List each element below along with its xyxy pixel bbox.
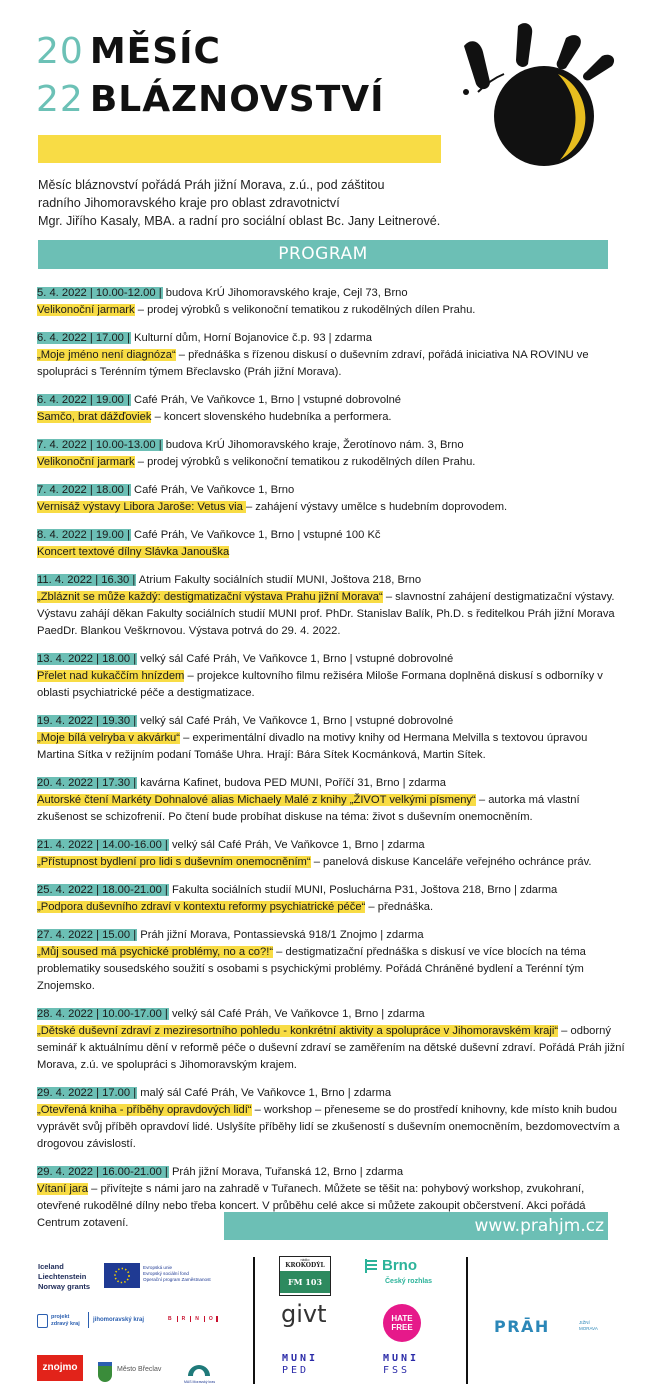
krokodyl-name: KROKODÝL [285,1262,325,1269]
event-title: „Otevřená kniha - příběhy opravdových lidí“ [37,1104,252,1116]
event-description: – zahájení výstavy umělce s hudebním doprovodem. [245,501,508,513]
event-header [37,330,627,347]
event-item [37,1085,627,1153]
brno-letter: O [204,1316,218,1322]
website-link[interactable]: www.prahjm.cz [224,1212,608,1240]
event-place: Práh jižní Morava, Tuřanská 12, Brno | zdarma [168,1166,404,1178]
projekt-zdravy-kraj-logo [51,1314,80,1327]
event-item [37,437,627,471]
event-body [37,589,627,640]
event-item [37,651,627,702]
event-datetime: 29. 4. 2022 | 17.00 | [37,1087,137,1099]
title-line-1 [36,32,221,72]
event-title: Autorské čtení Markéty Dohnalové alias Michaely Malé z knihy „ŽIVOT velkými písmeny“ [37,794,476,806]
event-title: „Zbláznit se může každý: destigmatizační výstava Prahu jižní Morava“ [37,591,383,603]
title-word-blaznovstvi: BLÁZNOVSTVÍ [89,79,385,120]
event-place: malý sál Café Práh, Ve Vaňkovce 1, Brno | zdarma [137,1087,392,1099]
event-description: – prodej výrobků s velikonoční tematikou z rukodělných dílen Prahu. [134,456,476,468]
event-place: velký sál Café Práh, Ve Vaňkovce 1, Brno | zdarma [168,839,425,851]
muni-ped-logo [282,1353,318,1377]
yellow-accent-bar [38,135,441,163]
event-description: – prodej výrobků s velikonoční tematikou z rukodělných dílen Prahu. [134,304,476,316]
event-title: „Moje jméno není diagnóza“ [37,349,176,361]
event-title: Vernisáž výstavy Libora Jaroše: Vetus via [37,501,246,513]
event-item [37,482,627,516]
projekt-line: projekt [51,1314,70,1320]
event-header [37,882,627,899]
event-header [37,527,627,544]
event-header [37,837,627,854]
event-body [37,854,627,871]
event-header [37,713,627,730]
event-header [37,775,627,792]
event-description: – panelová diskuse Kanceláře veřejného ochránce práv. [310,856,592,868]
divider-line-1 [253,1257,255,1384]
event-place: Café Práh, Ve Vaňkovce 1, Brno [130,484,295,496]
radio-krokodyl-logo [279,1256,331,1296]
event-body [37,454,627,471]
prah-sub-line: JIŽNÍ [579,1320,590,1325]
brno-city-logo [168,1316,218,1322]
event-datetime: 11. 4. 2022 | 16.30 | [37,574,136,586]
brno-letter: N [190,1316,199,1322]
event-description: – koncert slovenského hudebníka a performera. [151,411,392,423]
prah-sub-line: MORAVA [579,1325,598,1331]
event-item [37,527,627,561]
projekt-line: zdravý kraj [51,1320,80,1327]
event-place: budova KrÚ Jihomoravského kraje, Žerotínovo nám. 3, Brno [162,439,464,451]
event-header [37,1085,627,1102]
event-datetime: 25. 4. 2022 | 18.00-21.00 | [37,884,168,896]
eea-grants-logo [38,1262,90,1292]
event-body [37,1023,627,1074]
cesky-rozhlas-label: Český rozhlas [385,1278,433,1285]
muni-faculty: FSS [383,1365,411,1376]
event-datetime: 6. 4. 2022 | 19.00 | [37,394,130,406]
eea-liechtenstein: Liechtenstein [38,1272,87,1281]
event-item [37,330,627,381]
breclav-crest-icon [98,1362,112,1382]
mesto-breclav-logo: Město Břeclav [117,1366,162,1373]
event-body [37,409,627,426]
event-title: „Můj soused má psychické problémy, no a co?!“ [37,946,274,958]
event-header [37,285,627,302]
event-body [37,544,627,561]
event-body [37,499,627,516]
divider-line-2 [466,1257,468,1384]
eu-flag-icon [104,1263,140,1288]
cesky-rozhlas-brno: Brno [382,1257,417,1274]
eu-line: Evropský sociální fond [143,1271,189,1277]
event-header [37,651,627,668]
intro-text [38,176,508,230]
event-place: budova KrÚ Jihomoravského kraje, Cejl 73, Brno [162,287,408,299]
event-body [37,730,627,764]
event-description: – destigmatizační přednáška s diskusí ve více blocích na téma problematiky sousedského soužití s osobami s psychickými problémy. Pořádá Chráněné bydlení a Terénní tým Znojemsko. [37,946,586,992]
event-place: kavárna Kafinet, budova PED MUNI, Poříčí 31, Brno | zdarma [137,777,446,789]
muni-faculty: PED [282,1365,310,1376]
title-line-2 [36,80,385,120]
eu-line: Evropská unie [143,1265,173,1270]
title-word-mesic: MĚSÍC [89,31,221,72]
event-item [37,392,627,426]
event-body [37,899,627,916]
event-description: – projekce kultovního filmu režiséra Miloše Formana doplněná diskusí s odborníky v oblasti psychiatrické péče a destigmatizace. [37,670,603,699]
event-header [37,572,627,589]
muni-fss-logo [383,1353,419,1377]
event-datetime: 6. 4. 2022 | 17.00 | [37,332,130,344]
event-description: – přednáška s řízenou diskusí o duševním zdraví, pořádá iniciativa NA ROVINU ve spolupráci s Terénním týmem Břeclavsko (Práh jižní Morava). [37,349,589,378]
muni-line: MUNI [282,1353,319,1364]
event-datetime: 7. 4. 2022 | 18.00 | [37,484,130,496]
event-header [37,392,627,409]
givt-logo: givt [281,1300,327,1328]
event-description: – přednáška. [365,901,434,913]
event-item [37,1006,627,1074]
year-part-1: 20 [36,31,84,72]
event-body [37,944,627,995]
hate-free-line: FREE [391,1323,413,1332]
event-title: Samčo, brat dážďoviek [37,411,152,423]
brno-letter: R [177,1316,186,1322]
mas-moravsky-kras-label: MAS Moravský kras [184,1380,216,1384]
prah-sub [579,1320,598,1331]
event-place: Café Práh, Ve Vaňkovce 1, Brno | vstupné 100 Kč [130,529,381,541]
eea-norway: Norway grants [38,1282,91,1291]
event-description: – workshop – přeneseme se do prostředí knihovny, kde místo knih budou vyprávět svůj příběh opravdoví lidé. Uslyšíte příběhy lidí se zkušeností s duševním onemocněním, bezdomovectvím a drogovou závislostí. [37,1104,620,1150]
event-datetime: 5. 4. 2022 | 10.00-12.00 | [37,287,162,299]
event-body [37,302,627,319]
event-title: „Dětské duševní zdraví z meziresortního pohledu - konkrétní aktivity a spolupráce v Jihomoravském kraji“ [37,1025,559,1037]
event-item [37,882,627,916]
event-item [37,775,627,826]
krokodyl-top: rádio [300,1257,310,1262]
projekt-zdravy-kraj-icon [37,1314,48,1328]
event-body [37,668,627,702]
event-place: Café Práh, Ve Vaňkovce 1, Brno | vstupné dobrovolné [130,394,402,406]
cesky-rozhlas-icon [365,1259,377,1273]
event-title: Velikonoční jarmark [37,456,135,468]
event-description: – autorka má vlastní zkušenost se schizofrenií. Po čtení bude probíhat diskuse na téma: život s duševním onemocněním. [37,794,580,823]
event-description: – přivítejte s námi jaro na zahradě v Tuřanech. Můžete se těšit na: pohybový workshop, zvukohraní, otevřené rukodělné dílny nebo třeba koncert. V průběhu celé akce si můžete zakoupit občerstvení. Akci pořádá Centrum zotavení. [37,1183,586,1229]
muni-line: MUNI [383,1353,420,1364]
hand-moon-logo-icon [450,12,630,172]
brno-letter: B [168,1316,172,1322]
event-place: velký sál Café Práh, Ve Vaňkovce 1, Brno | vstupné dobrovolné [137,715,454,727]
jihomoravsky-kraj-logo: jihomoravský kraj [93,1317,145,1323]
event-title: Velikonoční jarmark [37,304,135,316]
event-datetime: 27. 4. 2022 | 15.00 | [37,929,137,941]
program-heading: PROGRAM [38,240,608,269]
event-place: velký sál Café Práh, Ve Vaňkovce 1, Brno | vstupné dobrovolné [137,653,454,665]
event-place: Kulturní dům, Horní Bojanovice č.p. 93 | zdarma [130,332,372,344]
znojmo-logo: znojmo [37,1355,83,1381]
event-body [37,347,627,381]
prah-logo: PRĀH [494,1317,550,1336]
eu-line: Operační program Zaměstnanost [143,1277,211,1283]
event-title: Koncert textové dílny Slávka Janouška [37,546,230,558]
event-body [37,792,627,826]
event-place: velký sál Café Práh, Ve Vaňkovce 1, Brno | zdarma [168,1008,425,1020]
event-header [37,437,627,454]
event-datetime: 19. 4. 2022 | 19.30 | [37,715,137,727]
event-title: Vítaní jara [37,1183,88,1195]
event-datetime: 29. 4. 2022 | 16.00-21.00 | [37,1166,168,1178]
krokodyl-fm: FM 103 [280,1271,330,1293]
event-title: „Přístupnost bydlení pro lidi s duševním onemocněním“ [37,856,311,868]
event-datetime: 7. 4. 2022 | 10.00-13.00 | [37,439,162,451]
eea-iceland: Iceland [38,1262,64,1271]
event-datetime: 20. 4. 2022 | 17.30 | [37,777,137,789]
event-item [37,572,627,640]
event-title: „Podpora duševního zdraví v kontextu reformy psychiatrické péče“ [37,901,366,913]
event-item [37,285,627,319]
event-title: Přelet nad kukaččím hnízdem [37,670,185,682]
event-datetime: 13. 4. 2022 | 18.00 | [37,653,137,665]
event-item [37,713,627,764]
year-part-2: 22 [36,79,84,120]
event-body [37,1102,627,1153]
eu-text [143,1265,211,1284]
event-list [37,285,627,1232]
event-header [37,1006,627,1023]
event-header [37,1164,627,1181]
event-description: – odborný seminář k aktuálnímu dění v reformě péče o duševní zdraví se zaměřením na dětské duševní zdraví. Pořádá Práh jižní Morava, z.ú. ve spolupráci s Jihomoravským krajem. [37,1025,625,1071]
intro-line: radního Jihomoravského kraje pro oblast zdravotnictví [38,196,340,210]
event-datetime: 28. 4. 2022 | 10.00-17.00 | [37,1008,168,1020]
mas-moravsky-kras-icon [186,1354,212,1376]
event-item [37,837,627,871]
event-place: Fakulta sociálních studií MUNI, Posluchárna P31, Joštova 218, Brno | zdarma [168,884,558,896]
hate-free-logo [383,1304,421,1342]
hate-free-line: HATE [391,1314,413,1323]
event-item [37,927,627,995]
event-header [37,927,627,944]
intro-line: Měsíc bláznovství pořádá Práh jižní Morava, z.ú., pod záštitou [38,178,385,192]
event-header [37,482,627,499]
event-description: – experimentální divadlo na motivy knihy od Hermana Melvilla s textovou úpravou Martina Sítka v režijním podaní Tomáše Uhra. Hrají: Bára Sítek Kocmánková, Martin Sítek. [37,732,588,761]
logo-divider [88,1312,89,1328]
event-datetime: 21. 4. 2022 | 14.00-16.00 | [37,839,168,851]
event-place: Práh jižní Morava, Pontassievská 918/1 Znojmo | zdarma [137,929,424,941]
event-place: Atrium Fakulty sociálních studií MUNI, Joštova 218, Brno [136,574,422,586]
event-title: „Moje bílá velryba v akvárku“ [37,732,181,744]
event-datetime: 8. 4. 2022 | 19.00 | [37,529,130,541]
intro-line: Mgr. Jiřího Kasaly, MBA. a radní pro sociální oblast Bc. Jany Leitnerové. [38,214,441,228]
event-description: – slavnostní zahájení destigmatizační výstavy. Výstavu zahájí děkan Fakulty sociálních studií MUNI prof. PhDr. Stanislav Balík, Ph.D. s ředitelkou Práh jižní Morava PaedDr. Blankou Veškrnovou. Výstava potrvá do 29. 4. 2022. [37,591,615,637]
